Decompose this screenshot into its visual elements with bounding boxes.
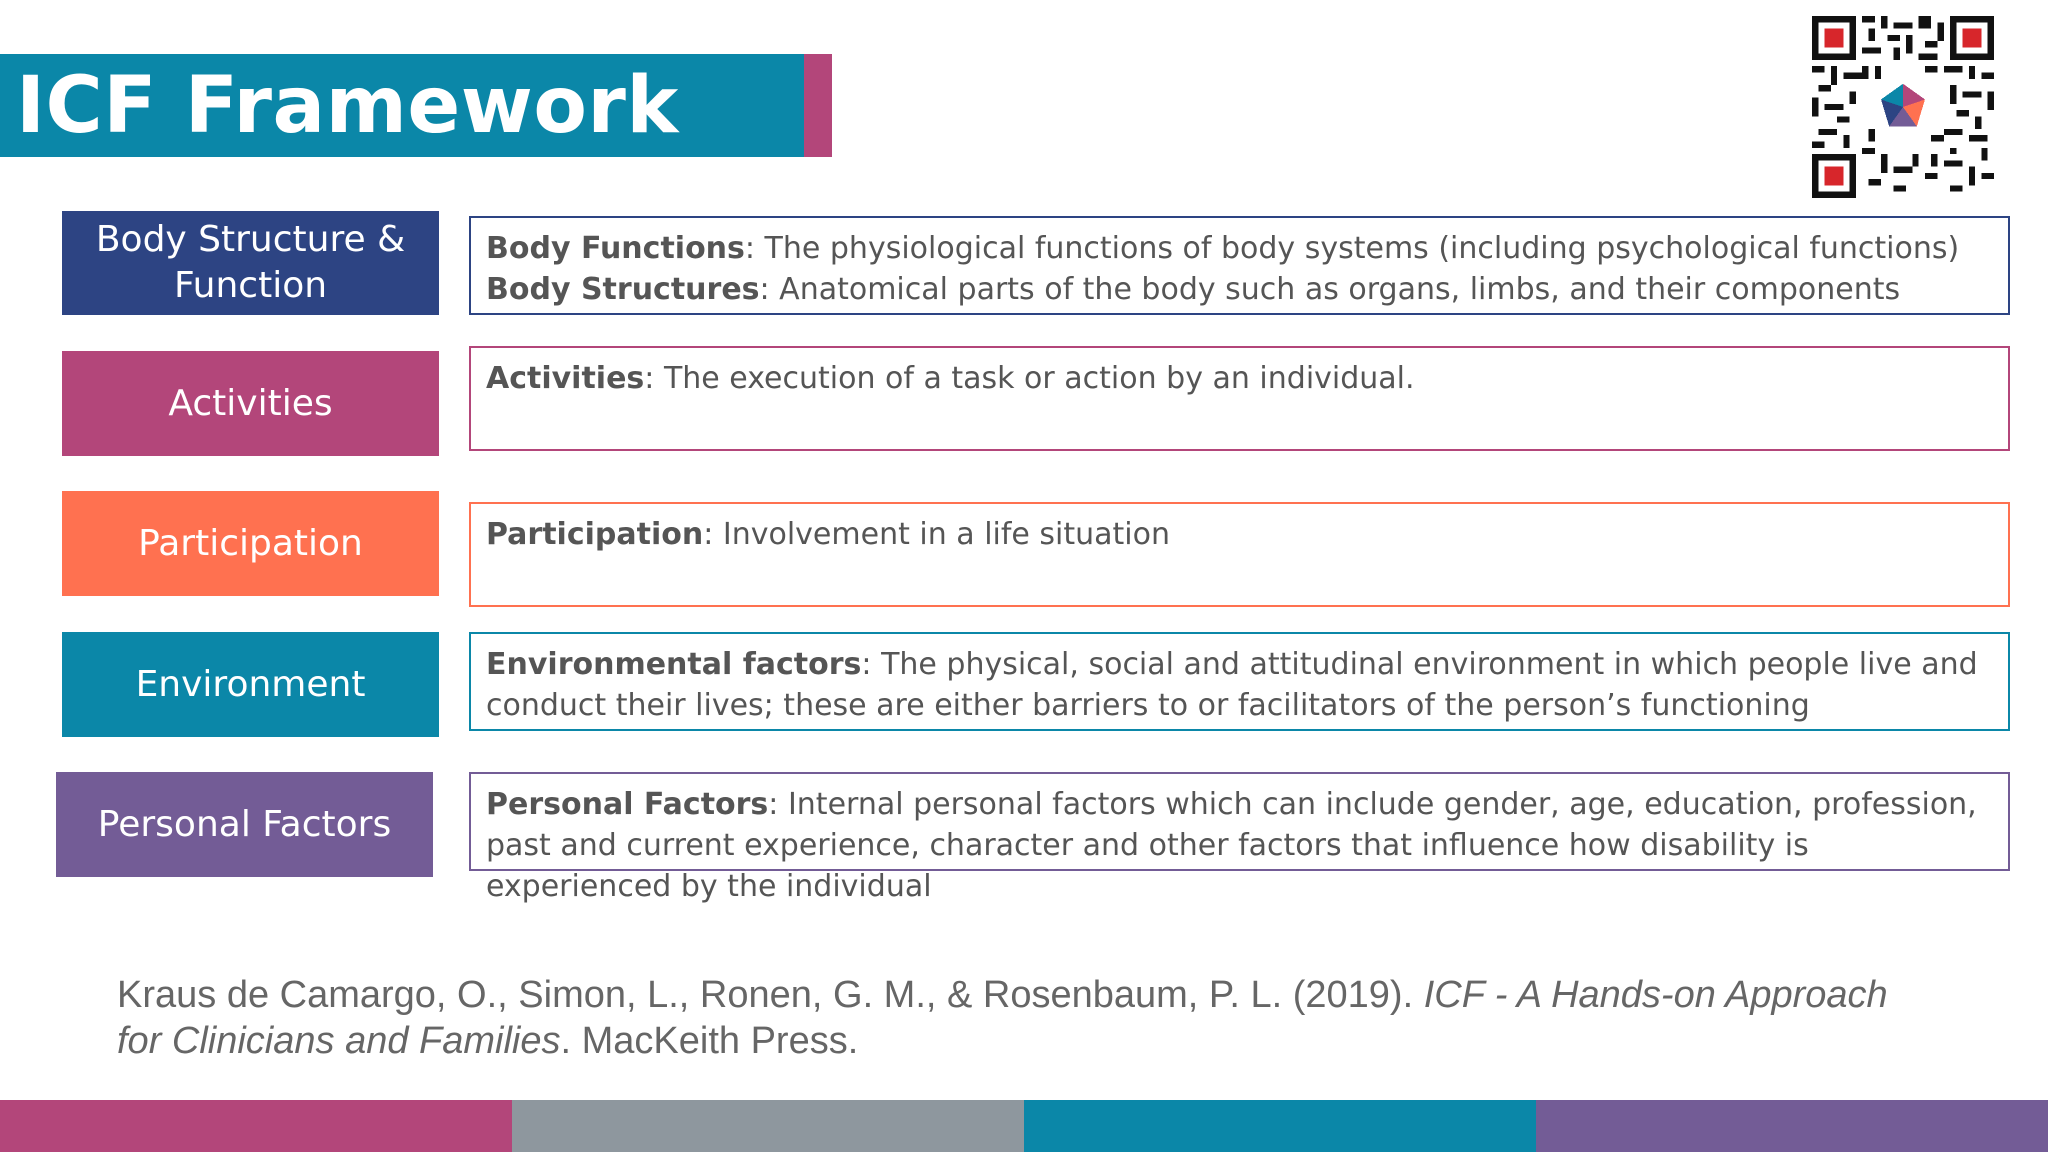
- term-activities: Activities: [486, 361, 645, 396]
- footer-band-teal: [1024, 1100, 1536, 1152]
- citation-authors: Kraus de Camargo, O., Simon, L., Ronen, G. M., & Rosenbaum, P. L. (2019).: [117, 974, 1424, 1016]
- definition-environment: [469, 632, 2010, 731]
- definition-text: : Anatomical parts of the body such as organs, limbs, and their components: [759, 272, 1901, 307]
- qr-code-icon: [1812, 16, 1994, 198]
- footer-band-magenta: [0, 1100, 512, 1152]
- definition-text: : Internal personal factors which can include gender, age, education, profession, past and current experience, character and other factors that influence how disability is experienced by the individual: [486, 787, 1977, 904]
- label-line: Environment: [135, 663, 366, 705]
- citation-publisher: . MacKeith Press.: [560, 1020, 859, 1062]
- term-body-structures: Body Structures: [486, 272, 760, 307]
- label-body-structure-function: [62, 211, 439, 315]
- label-line: Body Structure &: [95, 219, 406, 260]
- definition-text: : The execution of a task or action by an individual.: [644, 361, 1415, 396]
- label-activities: [62, 351, 439, 456]
- label-line: Activities: [168, 382, 333, 424]
- definition-personal-factors: [469, 772, 2010, 904]
- label-line: Participation: [138, 522, 363, 564]
- definition-text: : Involvement in a life situation: [703, 517, 1171, 552]
- definition-text: : The physical, social and attitudinal environment in which people live and conduct their lives; these are either barriers to or facilitators of the person’s functioning: [486, 647, 1978, 723]
- term-participation: Participation: [486, 517, 704, 552]
- label-line: Function: [173, 265, 328, 306]
- label-personal-factors: [56, 772, 433, 877]
- label-participation: [62, 491, 439, 596]
- label-line: Personal Factors: [97, 803, 392, 845]
- definition-participation: [469, 502, 2010, 607]
- footer-band-gray: [512, 1100, 1024, 1152]
- term-body-functions: Body Functions: [486, 231, 745, 266]
- definition-activities: [469, 346, 2010, 451]
- term-personal-factors: Personal Factors: [486, 787, 769, 822]
- citation-book-title: ICF - A Hands-on Approach for Clinicians and Families: [117, 974, 1888, 1062]
- definition-body-structure-function: [469, 216, 2010, 315]
- footer-band-purple: [1536, 1100, 2048, 1152]
- term-environmental-factors: Environmental factors: [486, 647, 862, 682]
- label-environment: [62, 632, 439, 737]
- definition-text: : The physiological functions of body systems (including psychological functions): [744, 231, 1960, 266]
- citation: [117, 972, 1937, 1064]
- title-accent-bar: [804, 54, 832, 157]
- slide-title: ICF Framework: [16, 61, 679, 151]
